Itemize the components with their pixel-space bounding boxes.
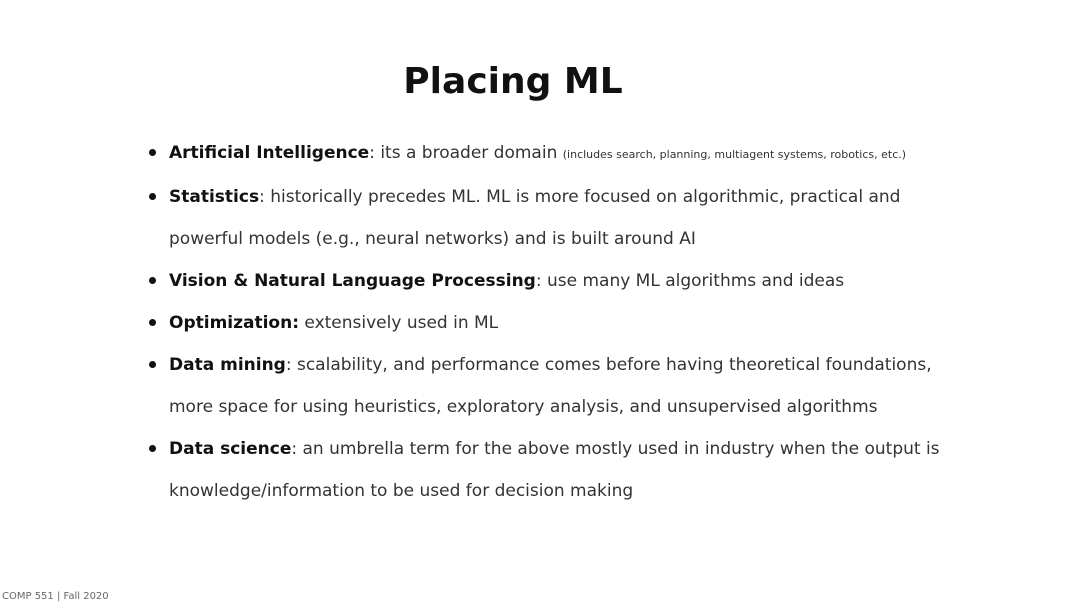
bullet-term: Data mining xyxy=(169,355,286,375)
bullet-term: Vision & Natural Language Processing xyxy=(169,271,536,291)
slide-title: Placing ML xyxy=(403,61,623,102)
bullet-optimization xyxy=(148,302,968,344)
bullet-term: Optimization: xyxy=(169,313,300,333)
bullet-vision-nlp xyxy=(148,260,968,302)
bullet-text: : use many ML algorithms and ideas xyxy=(535,271,845,291)
bullet-text: : historically precedes ML. ML is more focused on algorithmic, practical and powerful models (e.g., neural networks) and is built around AI xyxy=(169,187,901,249)
bullet-text: : scalability, and performance comes before having theoretical foundations, more space for using heuristics, exploratory analysis, and unsupervised algorithms xyxy=(169,355,932,417)
bullet-dot-icon xyxy=(149,149,156,156)
bullet-term: Statistics xyxy=(169,187,260,207)
bullet-data-mining xyxy=(148,344,968,428)
bullet-dot-icon xyxy=(149,319,156,326)
bullet-artificial-intelligence xyxy=(148,132,968,176)
bullet-dot-icon xyxy=(149,193,156,200)
bullet-statistics xyxy=(148,176,968,260)
bullet-dot-icon xyxy=(149,361,156,368)
bullet-term: Artificial Intelligence xyxy=(169,143,370,163)
bullet-term: Data science xyxy=(169,439,292,459)
bullet-dot-icon xyxy=(149,445,156,452)
bullet-dot-icon xyxy=(149,277,156,284)
bullet-text: extensively used in ML xyxy=(299,313,499,333)
bullet-data-science xyxy=(148,428,968,512)
bullet-text: : an umbrella term for the above mostly used in industry when the output is knowledge/information to be used for decision making xyxy=(169,439,940,501)
bullet-note: (includes search, planning, multiagent systems, robotics, etc.) xyxy=(562,148,907,161)
slide-footer: COMP 551 | Fall 2020 xyxy=(2,591,109,602)
bullet-list xyxy=(148,132,968,512)
bullet-text: : its a broader domain xyxy=(369,143,563,163)
